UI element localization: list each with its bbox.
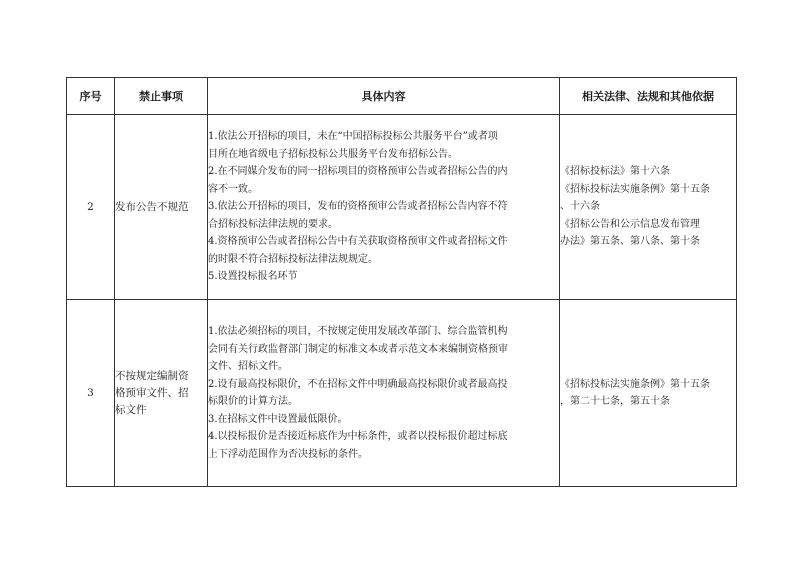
header-basis: 相关法律、法规和其他依据 [560,78,737,115]
header-content: 具体内容 [208,78,560,115]
content-line: 1.依法公开招标的项目，未在“中国招标投标公共服务平台”或者项 [208,131,498,143]
content-line: 3.依法公开招标的项目，发布的资格预审公告或者招标公告内容不符 [208,201,508,213]
basis-line: 、十六条 [560,201,600,213]
prohibited-items-table [66,77,737,487]
table-row [67,115,737,300]
content-line: 的时限不符合招标投标法律法规规定。 [208,253,378,265]
basis-line: 《招标投标法》第十六条 [560,166,670,178]
content-line: 4.以投标报价是否接近标底作为中标条件，或者以投标报价超过标底 [208,431,508,442]
content-line: 1.依法必须招标的项目，不按规定使用发展改革部门、综合监管机构 [208,326,508,337]
item-line: 格预审文件、招 [115,386,189,399]
basis-line: 《招标投标法实施条例》第十五条 [560,183,710,195]
header-prohibited-item: 禁止事项 [115,78,208,115]
content-line: 4.资格预审公告或者招标公告中有关获取资格预审文件或者招标文件 [208,236,508,248]
content-line: 标限价的计算方法。 [208,396,298,407]
prohibited-item-cell [115,300,208,487]
content-cell [208,300,560,487]
item-line: 发布公告不规范 [115,200,189,213]
basis-line: 《招标公告和公示信息发布管理 [560,218,700,230]
content-line: 文件、招标文件。 [208,361,288,372]
content-line: 上下浮动范围作为否决投标的条件。 [208,448,368,460]
content-cell [208,115,560,300]
content-line: 合招标投标法律法规的要求。 [208,218,338,230]
content-line: 2.设有最高投标限价，不在招标文件中明确最高投标限价或者最高投 [208,378,508,390]
item-line: 不按规定编制资 [115,369,189,382]
content-line: 目所在地省级电子招标投标公共服务平台发布招标公告。 [208,148,458,160]
table-row [67,300,737,487]
item-line: 标文件 [115,403,147,416]
content-line: 2.在不同媒介发布的同一招标项目的资格预审公告或者招标公告的内 [208,166,508,178]
basis-cell [560,115,737,300]
content-line: 5.设置投标报名环节 [208,271,298,283]
basis-line: ，第二十七条，第五十条 [560,396,670,407]
prohibited-item-cell [115,115,208,300]
row-number: 3 [67,300,115,487]
content-line: 3.在招标文件中设置最低限价。 [208,413,348,425]
content-line: 会同有关行政监督部门制定的标准文本或者示范文本来编制资格预审 [208,343,508,355]
header-seq: 序号 [67,78,115,115]
content-line: 容不一致。 [208,183,258,195]
basis-line: 办法》第五条、第八条、第十条 [560,236,700,248]
row-number: 2 [67,115,115,300]
table-header-row [67,78,737,115]
basis-cell [560,300,737,487]
basis-line: 《招标投标法实施条例》第十五条 [560,378,710,390]
